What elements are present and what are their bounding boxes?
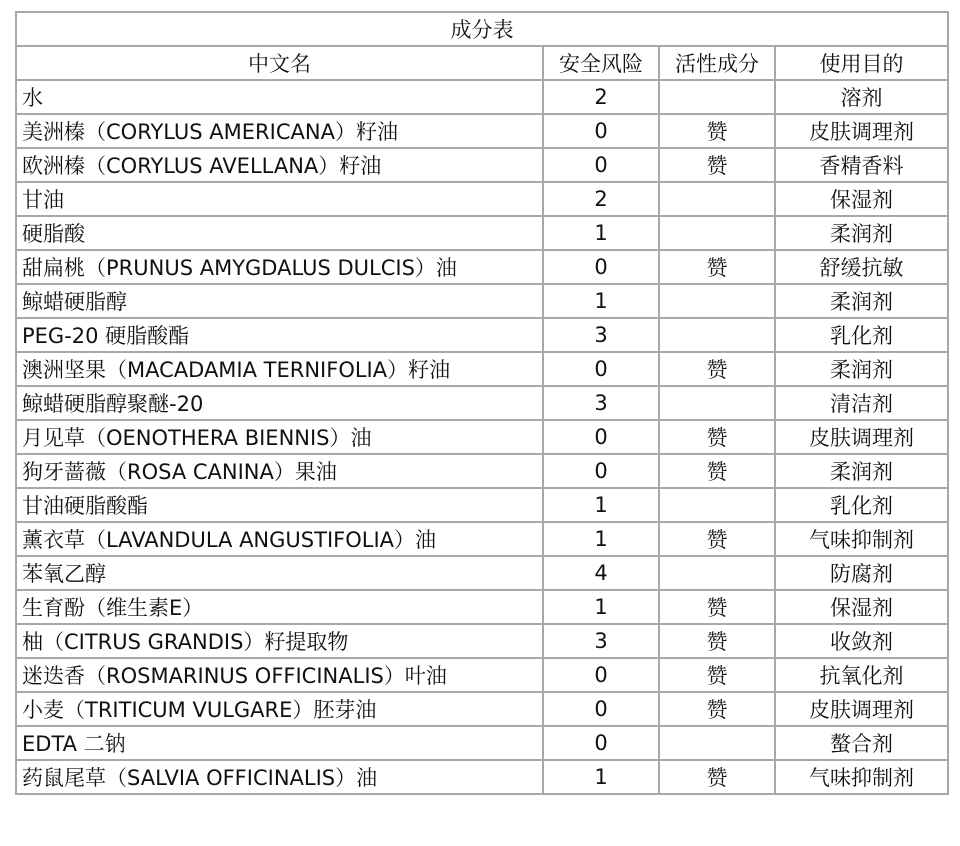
safety-risk: 2 — [543, 182, 659, 216]
ingredient-name: 甘油硬脂酸酯 — [16, 488, 543, 522]
active-ingredient — [659, 556, 775, 590]
usage-purpose: 柔润剂 — [775, 216, 948, 250]
active-ingredient: 赞 — [659, 454, 775, 488]
safety-risk: 1 — [543, 284, 659, 318]
table-row — [16, 522, 948, 556]
table-row — [16, 624, 948, 658]
usage-purpose: 溶剂 — [775, 80, 948, 114]
table-row — [16, 658, 948, 692]
table-row — [16, 216, 948, 250]
safety-risk: 1 — [543, 488, 659, 522]
ingredient-name: 月见草（OENOTHERA BIENNIS）油 — [16, 420, 543, 454]
safety-risk: 0 — [543, 114, 659, 148]
ingredient-name: 柚（CITRUS GRANDIS）籽提取物 — [16, 624, 543, 658]
header-risk: 安全风险 — [543, 46, 659, 80]
usage-purpose: 收敛剂 — [775, 624, 948, 658]
table-row — [16, 760, 948, 794]
usage-purpose: 乳化剂 — [775, 488, 948, 522]
table-title: 成分表 — [16, 12, 948, 46]
usage-purpose: 柔润剂 — [775, 454, 948, 488]
usage-purpose: 抗氧化剂 — [775, 658, 948, 692]
active-ingredient: 赞 — [659, 522, 775, 556]
usage-purpose: 保湿剂 — [775, 590, 948, 624]
usage-purpose: 气味抑制剂 — [775, 522, 948, 556]
active-ingredient: 赞 — [659, 590, 775, 624]
table-row — [16, 148, 948, 182]
ingredient-name: 欧洲榛（CORYLUS AVELLANA）籽油 — [16, 148, 543, 182]
safety-risk: 3 — [543, 386, 659, 420]
table-row — [16, 590, 948, 624]
usage-purpose: 螯合剂 — [775, 726, 948, 760]
header-name: 中文名 — [16, 46, 543, 80]
safety-risk: 1 — [543, 760, 659, 794]
active-ingredient: 赞 — [659, 114, 775, 148]
usage-purpose: 柔润剂 — [775, 352, 948, 386]
table-row — [16, 420, 948, 454]
active-ingredient: 赞 — [659, 760, 775, 794]
ingredient-name: 薰衣草（LAVANDULA ANGUSTIFOLIA）油 — [16, 522, 543, 556]
ingredient-name: 鲸蜡硬脂醇 — [16, 284, 543, 318]
usage-purpose: 气味抑制剂 — [775, 760, 948, 794]
usage-purpose: 防腐剂 — [775, 556, 948, 590]
safety-risk: 1 — [543, 590, 659, 624]
usage-purpose: 香精香料 — [775, 148, 948, 182]
active-ingredient: 赞 — [659, 148, 775, 182]
usage-purpose: 乳化剂 — [775, 318, 948, 352]
ingredient-name: 甜扁桃（PRUNUS AMYGDALUS DULCIS）油 — [16, 250, 543, 284]
table-row — [16, 556, 948, 590]
ingredient-name: PEG-20 硬脂酸酯 — [16, 318, 543, 352]
safety-risk: 3 — [543, 318, 659, 352]
table-row — [16, 80, 948, 114]
ingredient-name: 迷迭香（ROSMARINUS OFFICINALIS）叶油 — [16, 658, 543, 692]
active-ingredient: 赞 — [659, 352, 775, 386]
safety-risk: 0 — [543, 352, 659, 386]
active-ingredient: 赞 — [659, 420, 775, 454]
header-purpose: 使用目的 — [775, 46, 948, 80]
usage-purpose: 舒缓抗敏 — [775, 250, 948, 284]
ingredient-name: 硬脂酸 — [16, 216, 543, 250]
safety-risk: 0 — [543, 454, 659, 488]
table-row — [16, 318, 948, 352]
ingredient-name: 甘油 — [16, 182, 543, 216]
usage-purpose: 皮肤调理剂 — [775, 114, 948, 148]
table-row — [16, 250, 948, 284]
safety-risk: 0 — [543, 726, 659, 760]
active-ingredient: 赞 — [659, 692, 775, 726]
ingredients-table — [15, 11, 949, 795]
ingredient-name: 药鼠尾草（SALVIA OFFICINALIS）油 — [16, 760, 543, 794]
active-ingredient: 赞 — [659, 658, 775, 692]
active-ingredient — [659, 284, 775, 318]
table-row — [16, 284, 948, 318]
table-row — [16, 692, 948, 726]
ingredient-name: 生育酚（维生素E） — [16, 590, 543, 624]
active-ingredient — [659, 726, 775, 760]
active-ingredient — [659, 216, 775, 250]
header-row — [16, 46, 948, 80]
table-row — [16, 488, 948, 522]
safety-risk: 3 — [543, 624, 659, 658]
safety-risk: 0 — [543, 692, 659, 726]
ingredient-name: EDTA 二钠 — [16, 726, 543, 760]
active-ingredient — [659, 80, 775, 114]
table-row — [16, 454, 948, 488]
active-ingredient — [659, 386, 775, 420]
safety-risk: 0 — [543, 420, 659, 454]
usage-purpose: 皮肤调理剂 — [775, 692, 948, 726]
safety-risk: 0 — [543, 250, 659, 284]
ingredient-name: 鲸蜡硬脂醇聚醚-20 — [16, 386, 543, 420]
safety-risk: 2 — [543, 80, 659, 114]
active-ingredient — [659, 182, 775, 216]
ingredient-name: 苯氧乙醇 — [16, 556, 543, 590]
table-row — [16, 726, 948, 760]
table-row — [16, 386, 948, 420]
active-ingredient: 赞 — [659, 624, 775, 658]
table-row — [16, 352, 948, 386]
safety-risk: 1 — [543, 216, 659, 250]
ingredient-name: 水 — [16, 80, 543, 114]
ingredient-name: 狗牙蔷薇（ROSA CANINA）果油 — [16, 454, 543, 488]
table-row — [16, 182, 948, 216]
safety-risk: 1 — [543, 522, 659, 556]
usage-purpose: 皮肤调理剂 — [775, 420, 948, 454]
usage-purpose: 柔润剂 — [775, 284, 948, 318]
safety-risk: 0 — [543, 658, 659, 692]
safety-risk: 0 — [543, 148, 659, 182]
usage-purpose: 清洁剂 — [775, 386, 948, 420]
ingredient-name: 澳洲坚果（MACADAMIA TERNIFOLIA）籽油 — [16, 352, 543, 386]
active-ingredient — [659, 318, 775, 352]
active-ingredient — [659, 488, 775, 522]
ingredient-name: 小麦（TRITICUM VULGARE）胚芽油 — [16, 692, 543, 726]
table-row — [16, 114, 948, 148]
header-active: 活性成分 — [659, 46, 775, 80]
ingredient-name: 美洲榛（CORYLUS AMERICANA）籽油 — [16, 114, 543, 148]
usage-purpose: 保湿剂 — [775, 182, 948, 216]
safety-risk: 4 — [543, 556, 659, 590]
title-row — [16, 12, 948, 46]
active-ingredient: 赞 — [659, 250, 775, 284]
